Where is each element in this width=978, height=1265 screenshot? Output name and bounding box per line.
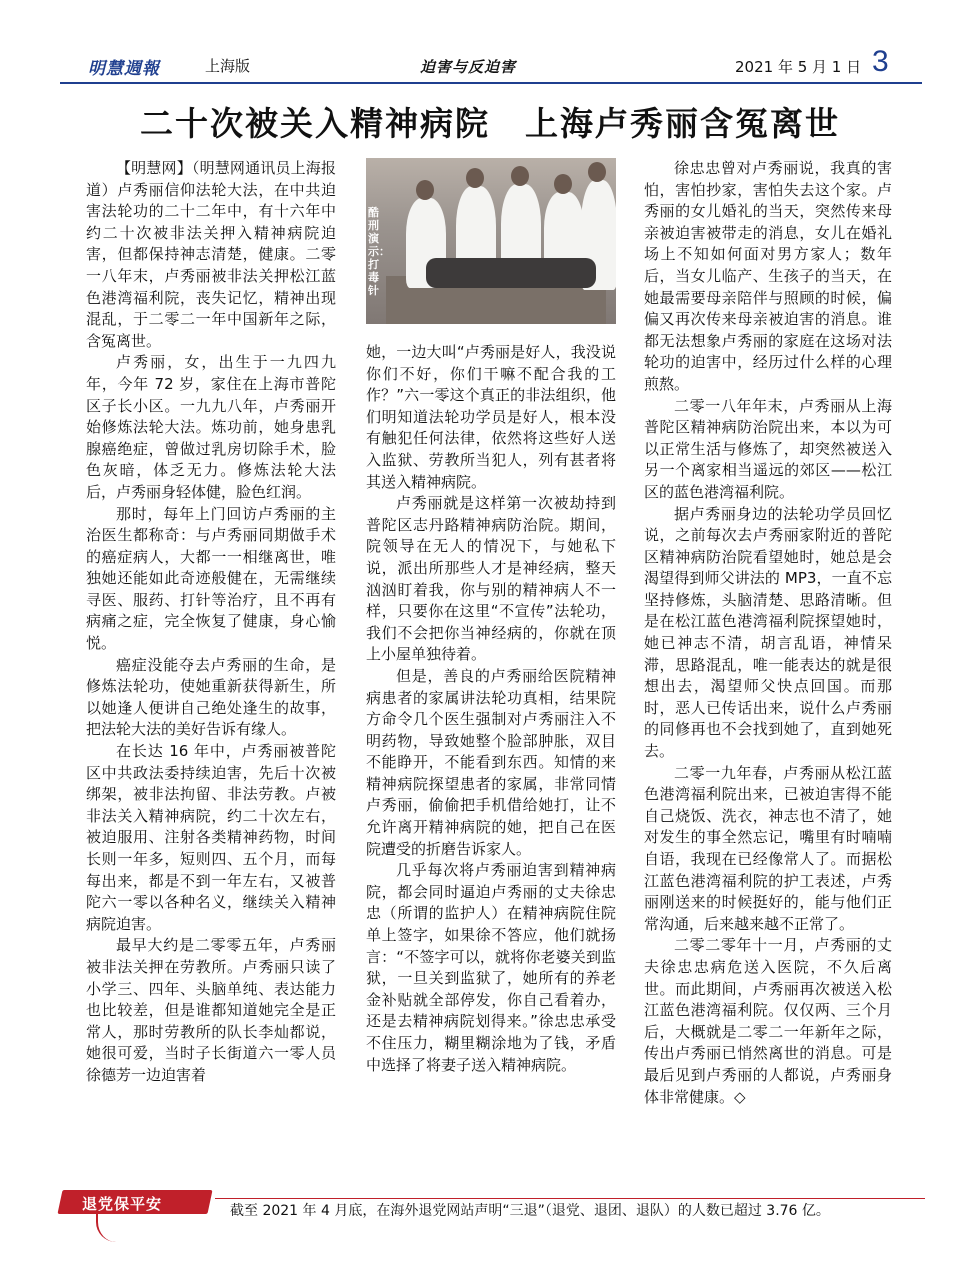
photo-caption: 酷刑演示：打毒针: [368, 206, 390, 297]
article-paragraph: 据卢秀丽身边的法轮功学员回忆说，之前每次去卢秀丽家附近的普陀区精神病防治院看望她时，她总是会渴望得到师父讲法的 MP3，一直不忘坚持修炼，头脑清楚、思路清晰。但是在松江蓝色港湾福利院探望她时，她已神志不清，胡言乱语，神情呆滞，思路混乱，唯一能表达的就是很想出去，渴望师父快点回国。而那时，恶人已传话出来，说什么卢秀丽的同修再也不会找到她了，直到她死去。: [644, 504, 892, 761]
badge-ribbon: [96, 1212, 122, 1242]
article-paragraph: 在长达 16 年中，卢秀丽被普陀区中共政法委持续迫害，先后十次被绑架，被非法拘留、非法劳教。卢被非法关入精神病院，约二十次左右，被迫服用、注射各类精神药物，时间长则一年多，短则四、五个月，而每每出来，都是不到一年左右，又被普陀六一零以各种名义，继续关入精神病院迫害。: [86, 742, 336, 933]
article-paragraph: 几乎每次将卢秀丽迫害到精神病院，都会同时逼迫卢秀丽的丈夫徐忠忠（所谓的监护人）在精神病院住院单上签字，如果徐不答应，他们就扬言：“不签字可以，就将你老婆关到监狱，一旦关到监狱了，她所有的养老金补贴就全部停发，你自己看着办，还是去精神病院划得来。”徐忠忠承受不住压力，糊里糊涂地为了钱，矛盾中选择了将妻子送入精神病院。: [366, 861, 616, 1074]
photo-figure-head: [466, 168, 484, 188]
page-number: 3: [872, 45, 889, 78]
edition-label: 上海版: [205, 57, 251, 75]
footer-notice: 截至 2021 年 4 月底，在海外退党网站声明“三退”（退党、退团、退队）的人数已超过 3.76 亿。: [230, 1203, 830, 1219]
footer-badge: [60, 1186, 220, 1220]
torture-reenactment-photo: [366, 158, 616, 324]
badge-label: 退党保平安: [82, 1195, 163, 1213]
photo-figure-head: [416, 180, 434, 200]
photo-patient: [426, 258, 596, 288]
article-paragraph: 那时，每年上门回访卢秀丽的主治医生都称奇：与卢秀丽同期做手术的癌症病人，大都一一相继离世，唯独她还能如此奇迹般健在，无需继续寻医、服药、打针等治疗，且不再有病痛之症，完全恢复了健康，身心愉悦。: [86, 504, 336, 653]
article-column-2: [366, 342, 616, 1076]
article-paragraph: 最早大约是二零零五年，卢秀丽被非法关押在劳教所。卢秀丽只读了小学三、四年、头脑单纯、表达能力也比较差，但是谁都知道她完全是正常人，那时劳教所的队长李灿都说，她很可爱，当时子长街道六一零人员徐德芳一边迫害着: [86, 936, 336, 1084]
photo-figure-head: [554, 174, 572, 194]
masthead: [60, 45, 930, 86]
photo-figure-head: [511, 166, 529, 186]
masthead-rule: [60, 82, 922, 84]
newspaper-name: 明慧週報: [88, 59, 160, 79]
article-paragraph: 二零二零年十一月，卢秀丽的丈夫徐忠忠病危送入医院，不久后离世。而此期间，卢秀丽再次被送入松江蓝色港湾福利院。仅仅两、三个月后，大概就是二零二一年新年之际，传出卢秀丽已悄然离世的消息。可是最后见到卢秀丽的人都说，卢秀丽身体非常健康。◇: [644, 936, 892, 1106]
photo-figure-head: [588, 162, 606, 182]
section-title: 迫害与反迫害: [420, 58, 517, 76]
article-paragraph: 二零一九年春，卢秀丽从松江蓝色港湾福利院出来，已被迫害得不能自己烧饭、洗衣，神志也不清了，她对发生的事全然忘记，嘴里有时喃喃自语，我现在已经像常人了。而据松江蓝色港湾福利院的护工表述，卢秀丽刚送来的时候挺好的，能与他们正常沟通，后来越来越不正常了。: [644, 763, 892, 933]
article-paragraph: 她，一边大叫“卢秀丽是好人，我没说你们不好，你们干嘛不配合我的工作？”六一零这个真正的非法组织，他们明知道法轮功学员是好人，根本没有触犯任何法律，依然将这些好人送入监狱、劳教所当犯人，列有甚者将其送入精神病院。: [366, 343, 616, 491]
article-paragraph: 徐忠忠曾对卢秀丽说，我真的害怕，害怕抄家，害怕失去这个家。卢秀丽的女儿婚礼的当天，突然传来母亲被迫害被带走的消息，女儿在婚礼场上不知如何面对男方家人；数年后，当女儿临产、生孩子的当天，在她最需要母亲陪伴与照顾的时候，偏偏又再次传来母亲被迫害的消息。谁都无法想象卢秀丽的家庭在这场对法轮功的迫害中，经历过什么样的心理煎熬。: [644, 159, 892, 393]
article-paragraph: 卢秀丽就是这样第一次被劫持到普陀区志丹路精神病防治院。期间，院领导在无人的情况下，与她私下说，派出所那些人才是神经病，整天汹汹盯着我，你与别的精神病人不一样，只要你在这里“不宣传”法轮功，我们不会把你当神经病的，你就在顶上小屋单独待着。: [366, 494, 616, 664]
footer-rule: [215, 1198, 925, 1199]
issue-date: 2021 年 5 月 1 日: [735, 58, 862, 76]
article-paragraph: 二零一八年年末，卢秀丽从上海普陀区精神病防治院出来，本以为可以正常生活与修炼了，却突然被送入另一个离家相当遥远的郊区——松江区的蓝色港湾福利院。: [644, 396, 892, 501]
article-column-3: [644, 158, 892, 1108]
article-column-1: [86, 158, 336, 1087]
article-headline: 二十次被关入精神病院 上海卢秀丽含冤离世: [140, 104, 840, 143]
article-paragraph: 卢秀丽，女，出生于一九四九年，今年 72 岁，家住在上海市普陀区子长小区。一九九八年，卢秀丽开始修炼法轮大法。炼功前，她身患乳腺癌绝症，曾做过乳房切除手术，脸色灰暗，体乏无力。修炼法轮大法后，卢秀丽身轻体健，脸色红润。: [86, 353, 336, 501]
article-paragraph: 但是，善良的卢秀丽给医院精神病患者的家属讲法轮功真相，结果院方命令几个医生强制对卢秀丽注入不明药物，导致她整个脸部肿胀，双目不能睁开，不能看到东西。知情的来精神病院探望患者的家属，非常同情卢秀丽，偷偷把手机借给她打，让不允许离开精神病院的她，把自己在医院遭受的折磨告诉家人。: [366, 666, 616, 858]
article-lead: 【明慧网】（明慧网通讯员上海报道）卢秀丽信仰法轮大法，在中共迫害法轮功的二十二年中，有十六年中约二十次被非法关押入精神病院迫害，但都保持神志清楚，健康。二零一八年末，卢秀丽被非法关押松江蓝色港湾福利院，丧失记忆，精神出现混乱，于二零二一年中国新年之际，含冤离世。: [86, 159, 336, 350]
article-paragraph: 癌症没能夺去卢秀丽的生命，是修炼法轮功，使她重新获得新生，所以她逢人便讲自己绝处逢生的故事，把法轮大法的美好告诉有缘人。: [86, 655, 336, 739]
